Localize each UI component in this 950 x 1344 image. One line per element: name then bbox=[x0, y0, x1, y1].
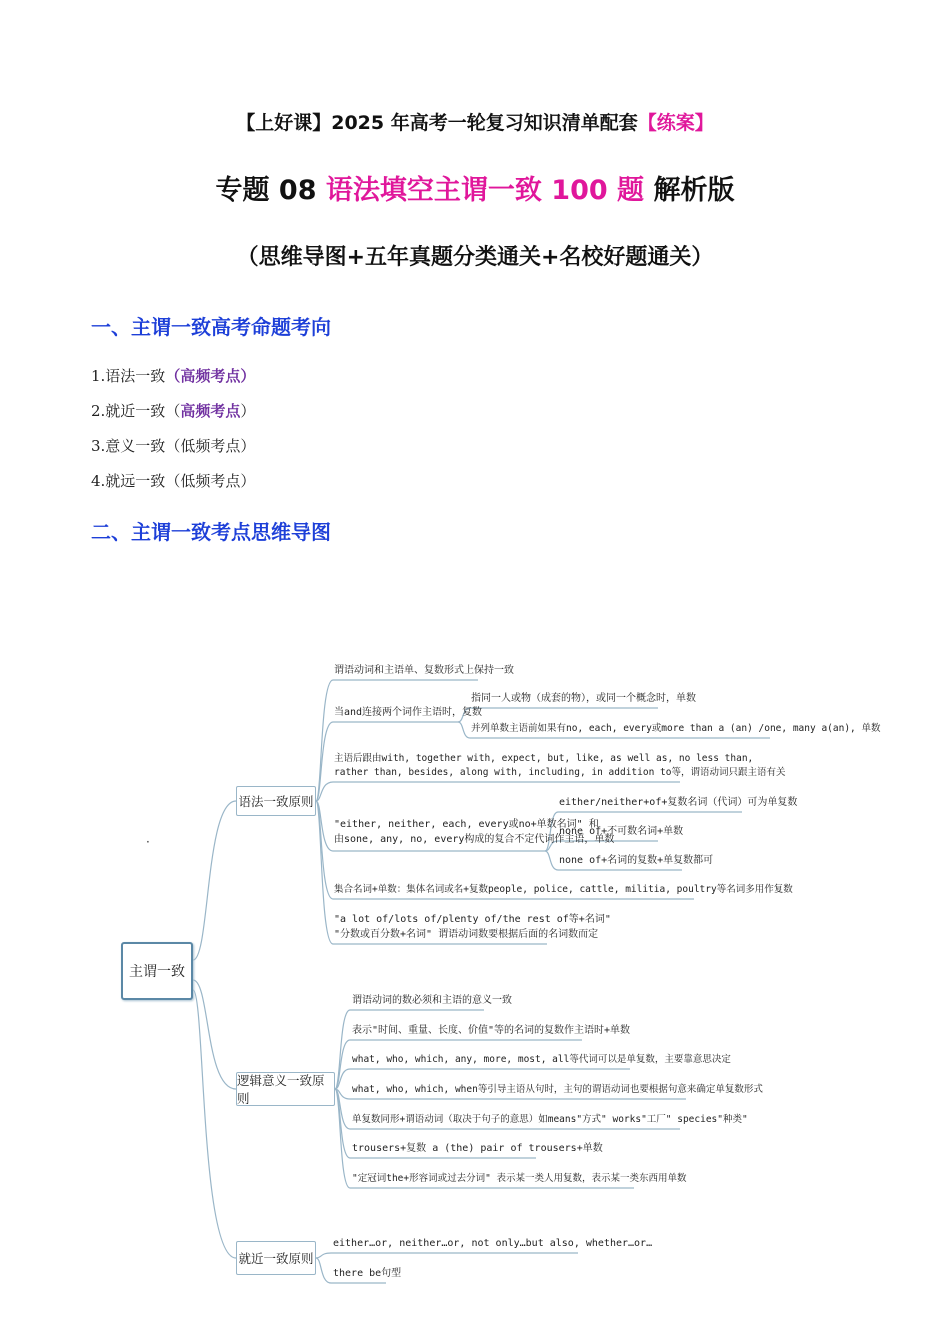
list-item: 4.就远一致（低频考点） bbox=[91, 472, 256, 490]
leaf-text: what, who, which, when等引导主语从句时，主句的谓语动词也要根据句意来确定单复数形式 bbox=[352, 1084, 763, 1095]
connector-sub1b bbox=[458, 722, 470, 738]
leaf-text: "a lot of/lots of/plenty of/the rest of等+名词" bbox=[334, 914, 611, 925]
leaf-text: none of+不可数名词+单数 bbox=[559, 826, 684, 837]
leaf-text: "either, neither, each, every或no+单数名词" 和 bbox=[334, 819, 599, 830]
leaf-text: "定冠词the+形容词或过去分词" 表示某一类人用复数，表示某一类东西用单数 bbox=[352, 1173, 687, 1184]
connector-sub2c bbox=[545, 851, 558, 870]
title-highlight: 语法填空主谓一致 100 题 bbox=[325, 175, 645, 206]
branch-grammar-agreement: 语法一致原则 bbox=[236, 786, 316, 816]
leaf-text: 单复数同形+谓语动词（取决于句子的意思）如means"方式" works"工厂" species"种类" bbox=[352, 1114, 748, 1125]
leaf-text: 表示"时间、重量、长度、价值"等的名词的复数作主语时+单数 bbox=[352, 1025, 631, 1036]
connector-b3-leaf0 bbox=[316, 1253, 331, 1258]
list-item: 3.意义一致（低频考点） bbox=[91, 437, 256, 455]
title-prefix: 专题 08 bbox=[215, 175, 326, 206]
stray-mark: · bbox=[146, 835, 150, 849]
leaf-text: 主语后跟由with, together with, expect, but, like, as well as, no less than, bbox=[334, 753, 754, 764]
header-line-1-highlight: 【练案】 bbox=[637, 112, 714, 134]
leaf-text: either/neither+of+复数名词（代词）可为单复数 bbox=[559, 797, 798, 808]
connector-b2-leaf0 bbox=[335, 1010, 350, 1089]
leaf-text: either…or, neither…or, not only…but also, whether…or… bbox=[333, 1238, 653, 1249]
leaf-text: there be句型 bbox=[333, 1268, 402, 1279]
page-subtitle: （思维导图+五年真题分类通关+名校好题通关） bbox=[236, 245, 714, 270]
leaf-text: trousers+复数 a (the) pair of trousers+单数 bbox=[352, 1143, 603, 1154]
leaf-text: 指同一人或物（成套的物），或同一个概念时，单数 bbox=[471, 693, 696, 704]
header-line-1-text: 【上好课】2025 年高考一轮复习知识清单配套 bbox=[236, 112, 638, 134]
list-item: 1.语法一致（高频考点） bbox=[91, 367, 256, 385]
leaf-text: what, who, which, any, more, most, all等代词可以是单复数，主要靠意思决定 bbox=[352, 1054, 731, 1065]
leaf-text: none of+名词的复数+单复数都可 bbox=[559, 855, 714, 866]
branch-proximity-agreement: 就近一致原则 bbox=[236, 1241, 316, 1275]
branch-logical-agreement: 逻辑意义一致原则 bbox=[236, 1072, 335, 1106]
leaf-text: 由sone, any, no, every构成的复合不定代词作主语，单数 bbox=[334, 834, 615, 845]
leaf-text: 谓语动词的数必须和主语的意义一致 bbox=[352, 995, 512, 1006]
connector-root-branch1 bbox=[193, 801, 236, 960]
list-item: 2.就近一致（高频考点） bbox=[91, 402, 256, 420]
leaf-text: rather than, besides, along with, including, in addition to等，谓语动词只跟主语有关 bbox=[334, 767, 786, 778]
leaf-text: 集合名词+单数：集体名词或名+复数people, police, cattle, militia, poultry等名词多用作复数 bbox=[334, 884, 793, 895]
leaf-text: 当and连接两个词作主语时，复数 bbox=[334, 707, 483, 718]
connector-b3-leaf1 bbox=[316, 1258, 331, 1283]
section-1-title: 一、主谓一致高考命题考向 bbox=[91, 315, 331, 339]
leaf-text: "分数或百分数+名词" 谓语动词数要根据后面的名词数而定 bbox=[334, 929, 599, 940]
title-suffix: 解析版 bbox=[644, 175, 735, 206]
mindmap-root: 主谓一致 bbox=[121, 942, 193, 1000]
leaf-text: 并列单数主语前如果有no, each, every或more than a (an) /one, many a(an), 单数 bbox=[471, 723, 881, 734]
leaf-text: 谓语动词和主语单、复数形式上保持一致 bbox=[334, 665, 514, 676]
connector-root-branch3 bbox=[193, 990, 236, 1258]
section-2-title: 二、主谓一致考点思维导图 bbox=[91, 520, 331, 544]
